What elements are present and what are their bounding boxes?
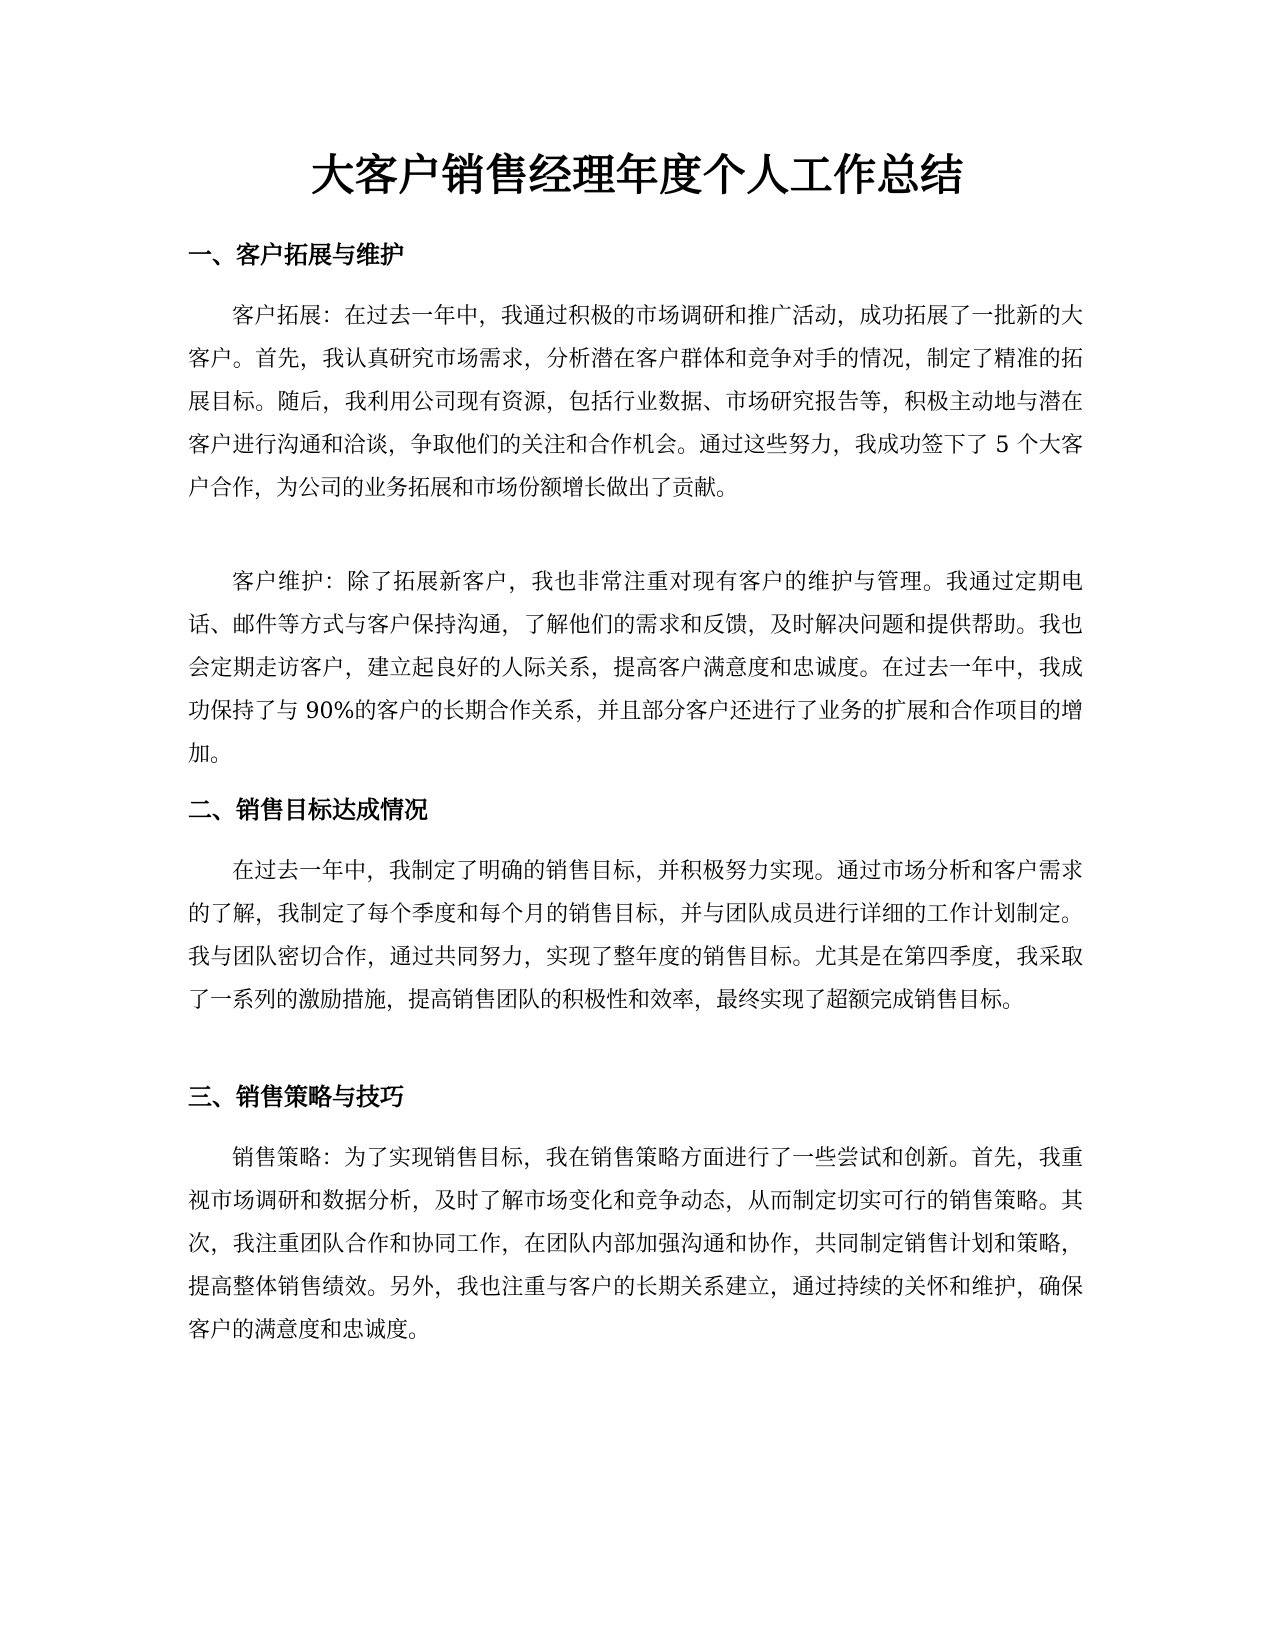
paragraph: 客户拓展：在过去一年中，我通过积极的市场调研和推广活动，成功拓展了一批新的大客户。首先，我认真研究市场需求，分析潜在客户群体和竞争对手的情况，制定了精准的拓展目标。随后，我利用公司现有资源，包括行业数据、市场研究报告等，积极主动地与潜在客户进行沟通和洽谈，争取他们的关注和合作机会。通过这些努力，我成功签下了 5 个大客户合作，为公司的业务拓展和市场份额增长做出了贡献。: [188, 304, 1083, 501]
section-heading: 二、销售目标达成情况: [188, 796, 428, 824]
document-title: 大客户销售经理年度个人工作总结: [311, 151, 964, 201]
section-heading: 一、客户拓展与维护: [188, 241, 404, 269]
paragraph: 在过去一年中，我制定了明确的销售目标，并积极努力实现。通过市场分析和客户需求的了解，我制定了每个季度和每个月的销售目标，并与团队成员进行详细的工作计划制定。我与团队密切合作，通过共同努力，实现了整年度的销售目标。尤其是在第四季度，我采取了一系列的激励措施，提高销售团队的积极性和效率，最终实现了超额完成销售目标。: [188, 859, 1083, 1013]
paragraph: 销售策略：为了实现销售目标，我在销售策略方面进行了一些尝试和创新。首先，我重视市场调研和数据分析，及时了解市场变化和竞争动态，从而制定切实可行的销售策略。其次，我注重团队合作和协同工作，在团队内部加强沟通和协作，共同制定销售计划和策略，提高整体销售绩效。另外，我也注重与客户的长期关系建立，通过持续的关怀和维护，确保客户的满意度和忠诚度。: [188, 1146, 1083, 1343]
paragraph: 客户维护：除了拓展新客户，我也非常注重对现有客户的维护与管理。我通过定期电话、邮件等方式与客户保持沟通，了解他们的需求和反馈，及时解决问题和提供帮助。我也会定期走访客户，建立起良好的人际关系，提高客户满意度和忠诚度。在过去一年中，我成功保持了与 90%的客户的长期合作关系，并且部分客户还进行了业务的扩展和合作项目的增加。: [188, 570, 1083, 767]
section-heading: 三、销售策略与技巧: [188, 1083, 404, 1111]
